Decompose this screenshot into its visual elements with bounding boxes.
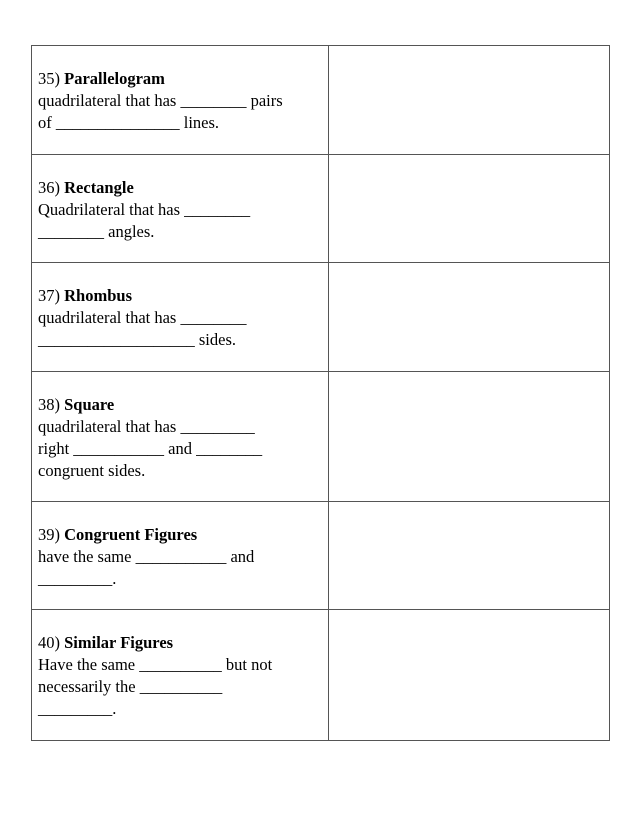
- item-number: 40): [38, 633, 60, 652]
- table-row: [32, 372, 610, 502]
- item-line: quadrilateral that has ________ pairs: [38, 91, 283, 110]
- answer-cell[interactable]: [329, 46, 610, 155]
- item-heading: [38, 394, 322, 416]
- item-line: ___________________ sides.: [38, 330, 236, 349]
- item-number: 35): [38, 69, 60, 88]
- item-line: quadrilateral that has ________: [38, 308, 247, 327]
- item-heading: [38, 285, 322, 307]
- prompt-cell: [32, 610, 329, 741]
- answer-cell[interactable]: [329, 502, 610, 610]
- prompt-cell: [32, 263, 329, 372]
- item-number: 38): [38, 395, 60, 414]
- table-row: [32, 46, 610, 155]
- item-line: quadrilateral that has _________: [38, 417, 255, 436]
- table-row: [32, 155, 610, 263]
- answer-cell[interactable]: [329, 610, 610, 741]
- prompt-text: [32, 610, 328, 720]
- table-row: [32, 610, 610, 741]
- prompt-cell: [32, 155, 329, 263]
- item-line: of _______________ lines.: [38, 113, 220, 132]
- item-line: Quadrilateral that has ________: [38, 200, 251, 219]
- item-heading: [38, 177, 322, 199]
- item-heading: [38, 68, 322, 90]
- answer-cell[interactable]: [329, 263, 610, 372]
- prompt-text: [32, 46, 328, 134]
- item-line: Have the same __________ but not: [38, 655, 273, 674]
- worksheet-table: [31, 45, 610, 741]
- prompt-cell: [32, 502, 329, 610]
- item-heading: [38, 632, 322, 654]
- prompt-cell: [32, 372, 329, 502]
- item-line: have the same ___________ and: [38, 547, 255, 566]
- item-term: Rhombus: [64, 286, 132, 305]
- answer-cell[interactable]: [329, 372, 610, 502]
- prompt-text: [32, 263, 328, 351]
- item-term: Similar Figures: [64, 633, 174, 652]
- item-line: ________ angles.: [38, 222, 155, 241]
- item-term: Rectangle: [64, 178, 134, 197]
- prompt-cell: [32, 46, 329, 155]
- item-line: _________.: [38, 569, 117, 588]
- item-line: _________.: [38, 699, 117, 718]
- item-term: Square: [64, 395, 115, 414]
- item-line: necessarily the __________: [38, 677, 223, 696]
- answer-cell[interactable]: [329, 155, 610, 263]
- item-line: congruent sides.: [38, 461, 146, 480]
- item-number: 39): [38, 525, 60, 544]
- table-row: [32, 263, 610, 372]
- prompt-text: [32, 372, 328, 482]
- item-term: Congruent Figures: [64, 525, 198, 544]
- item-heading: [38, 524, 322, 546]
- table-row: [32, 502, 610, 610]
- item-line: right ___________ and ________: [38, 439, 263, 458]
- item-term: Parallelogram: [64, 69, 165, 88]
- prompt-text: [32, 502, 328, 590]
- item-number: 36): [38, 178, 60, 197]
- prompt-text: [32, 155, 328, 243]
- item-number: 37): [38, 286, 60, 305]
